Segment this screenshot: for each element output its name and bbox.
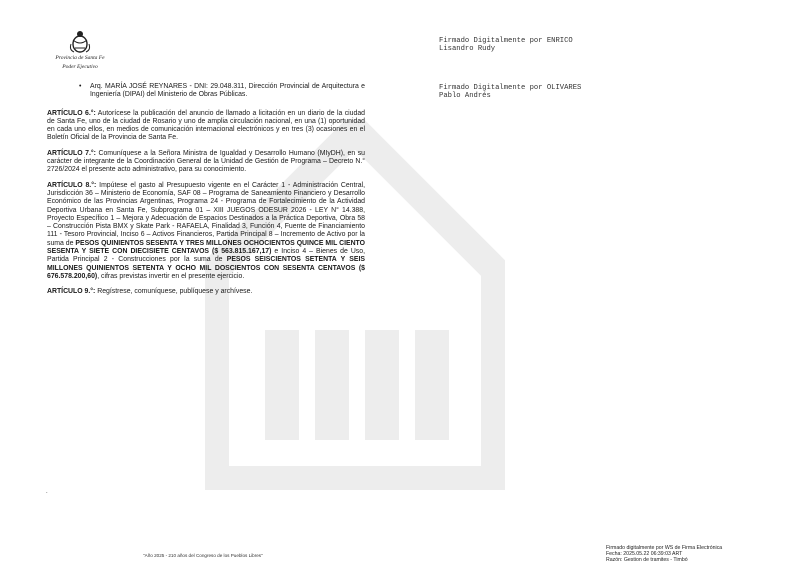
signature-name: Lisandro Rudy: [439, 45, 496, 53]
digital-signature-olivares: [439, 84, 581, 100]
article-8: [47, 182, 365, 282]
article-9: [47, 288, 365, 296]
decree-body: [47, 83, 365, 304]
article-7: [47, 150, 365, 175]
seal-executive-text: Poder Ejecutivo: [62, 64, 98, 70]
footer-year-motto: "Año 2025 - 210 años del Congreso de los Pueblos Libres": [143, 553, 263, 558]
bullet-icon: •: [79, 83, 82, 90]
e-sign-reason: Razón: Gestion de tramites - Timbó: [606, 556, 688, 563]
signature-name: Pablo Andrés: [439, 92, 491, 100]
article-text: Autorícese la publicación del anuncio de llamado a licitación en un diario de la ciudad de Santa Fe, uno de la ciudad de Rosario y uno de amplia circulación nacional, en una (1) oportunidad en cada uno ellos, en medios de comunicación internacional electrónicos y en tres (3) ocasiones en el Boletín Oficial de la Provincia de Santa Fe.: [47, 109, 366, 142]
signature-line: Firmado Digitalmente por OLIVARES: [439, 84, 582, 92]
article-text: Regístrese, comuníquese, publíquese y archívese.: [95, 288, 253, 296]
article-text: , cifras previstas invertir en el presente ejercicio.: [97, 272, 245, 280]
article-label: ARTÍCULO 9.°:: [47, 288, 96, 296]
amount-text: PESOS QUINIENTOS SESENTA Y TRES MILLONES OCHOCIENTOS QUINCE MIL CIENTO SESENTA Y SIETE CON DIECISIETE CENTAVOS ($ 563.815.167,17): [47, 239, 366, 256]
amount-text: PESOS SEISCIENTOS SETENTA Y SEIS MILLONES QUINIENTOS SETENTA Y OCHO MIL DOSCIENTOS CON SESENTA CENTAVOS ($ 676.578.200,60): [47, 256, 365, 280]
list-item: [47, 83, 365, 100]
article-text: e Inciso 4 – Bienes de Uso, Partida Principal 2 - Construcciones por la suma de: [47, 248, 365, 264]
e-sign-line: Firmado digitalmente por WS de Firma Electrónica: [606, 545, 723, 551]
digital-signature-enrico: [439, 37, 573, 53]
article-text: Impútese el gasto al Presupuesto vigente en el Carácter 1 - Administración Central, Jurisdicción 36 – Ministerio de Economía, SAF 08 – Programa de Saneamiento Financiero y Desarrollo Económico de las Provincias Argentinas, Programa 24 - Programa de Fortalecimiento de la Actividad Deportiva Urbana en Santa Fe, Subprograma 01 – XIII JUEGOS ODESUR 2026 - LEY N° 14.388, Proyecto Específico 1 – Mejora y Adecuación de Espacios Destinados a la Práctica Deportiva, Obra 58 – Construcción Pista BMX y Skate Park - RAFAELA, Finalidad 3, Función 4, Fuente de Financiamiento 111 - Tesoro Provincial, Inciso 6 – Activos Financieros, Partida Principal 8 – Incremento de Activo por la suma de: [47, 181, 365, 247]
article-label: ARTÍCULO 8.°:: [47, 181, 97, 189]
province-seal: [50, 30, 110, 70]
signature-line: Firmado Digitalmente por ENRICO: [439, 37, 573, 45]
e-sign-date: Fecha: 2025.05.22 06:39:03 ART: [606, 550, 683, 557]
article-6: [47, 110, 365, 143]
coat-of-arms-icon: [69, 30, 91, 54]
article-label: ARTÍCULO 7.°:: [47, 149, 96, 157]
bullet-text: Arq. MARÍA JOSÉ REYNARES - DNI: 29.048.311, Dirección Provincial de Arquitectura e Ingeniería (DIPAI) del Ministerio de Obras Públicas.: [90, 83, 365, 99]
seal-province-text: Provincia de Santa Fe: [55, 55, 105, 61]
article-label: ARTÍCULO 6.°:: [47, 109, 96, 117]
electronic-signature-stamp: [606, 546, 722, 564]
stray-mark: .: [46, 489, 48, 495]
article-text: Comuníquese a la Señora Ministra de Igualdad y Desarrollo Humano (MIyDH), en su carácter de integrante de la Coordinación General de la Unidad de Gestión de Programa – Decreto N.° 2726/2024 el presente acto administrativo, para su conocimiento.: [47, 149, 365, 174]
